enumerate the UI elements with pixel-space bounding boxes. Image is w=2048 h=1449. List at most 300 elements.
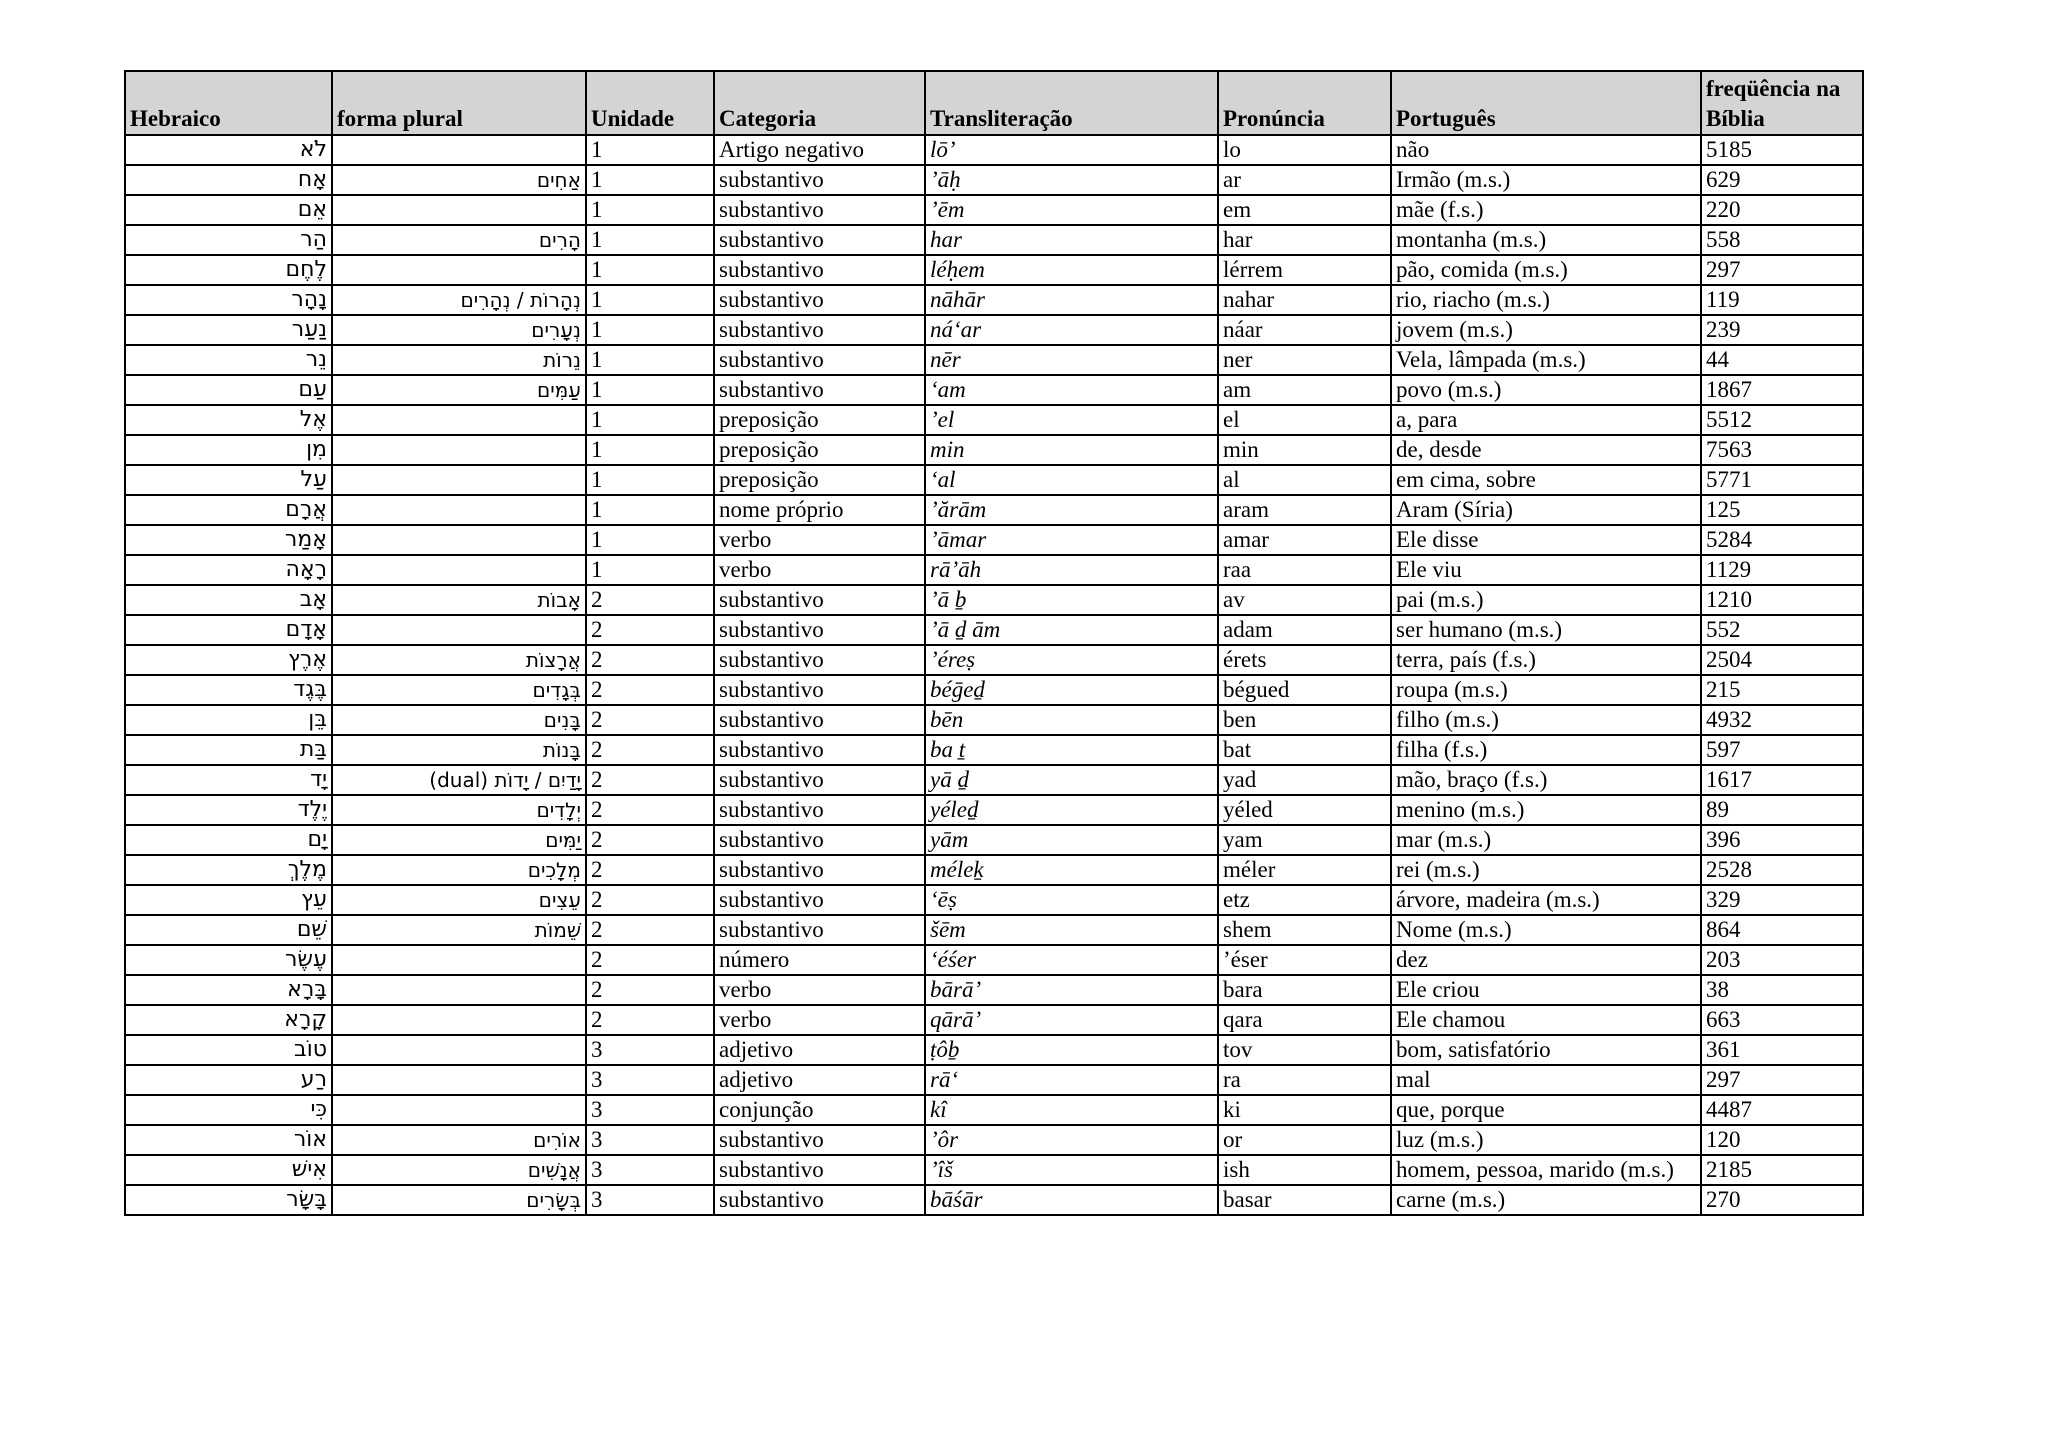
cell-categoria: substantivo	[714, 795, 925, 825]
cell-unidade: 3	[586, 1185, 714, 1215]
cell-hebraico: שֵׁם	[125, 915, 332, 945]
cell-unidade: 2	[586, 825, 714, 855]
cell-pronuncia: náar	[1218, 315, 1391, 345]
cell-unidade: 3	[586, 1155, 714, 1185]
cell-frequencia: 1617	[1701, 765, 1863, 795]
cell-transliteracao: ʼā ḏ ām	[925, 615, 1218, 645]
cell-unidade: 2	[586, 885, 714, 915]
cell-transliteracao: ʼôr	[925, 1125, 1218, 1155]
cell-pronuncia: méler	[1218, 855, 1391, 885]
cell-forma-plural	[332, 405, 586, 435]
cell-hebraico: אוֹר	[125, 1125, 332, 1155]
cell-hebraico: אָב	[125, 585, 332, 615]
cell-transliteracao: nēr	[925, 345, 1218, 375]
cell-forma-plural	[332, 435, 586, 465]
cell-unidade: 2	[586, 705, 714, 735]
cell-pronuncia: min	[1218, 435, 1391, 465]
cell-forma-plural: בְּשָׂרִים	[332, 1185, 586, 1215]
cell-portugues: em cima, sobre	[1391, 465, 1701, 495]
cell-pronuncia: or	[1218, 1125, 1391, 1155]
cell-transliteracao: ʼāmar	[925, 525, 1218, 555]
cell-transliteracao: šēm	[925, 915, 1218, 945]
cell-pronuncia: etz	[1218, 885, 1391, 915]
cell-frequencia: 125	[1701, 495, 1863, 525]
cell-pronuncia: al	[1218, 465, 1391, 495]
cell-hebraico: יָם	[125, 825, 332, 855]
cell-frequencia: 220	[1701, 195, 1863, 225]
cell-forma-plural	[332, 615, 586, 645]
cell-pronuncia: basar	[1218, 1185, 1391, 1215]
cell-hebraico: בֶּגֶד	[125, 675, 332, 705]
cell-forma-plural	[332, 195, 586, 225]
cell-pronuncia: el	[1218, 405, 1391, 435]
cell-transliteracao: min	[925, 435, 1218, 465]
cell-pronuncia: raa	[1218, 555, 1391, 585]
cell-hebraico: אֵם	[125, 195, 332, 225]
cell-categoria: substantivo	[714, 345, 925, 375]
cell-frequencia: 270	[1701, 1185, 1863, 1215]
cell-categoria: adjetivo	[714, 1035, 925, 1065]
cell-unidade: 3	[586, 1125, 714, 1155]
cell-forma-plural: בְּגָדִים	[332, 675, 586, 705]
cell-portugues: filho (m.s.)	[1391, 705, 1701, 735]
table-row	[125, 525, 1863, 555]
cell-unidade: 1	[586, 495, 714, 525]
cell-hebraico: לֶחֶם	[125, 255, 332, 285]
table-row	[125, 435, 1863, 465]
cell-unidade: 1	[586, 315, 714, 345]
cell-hebraico: כִּי	[125, 1095, 332, 1125]
cell-transliteracao: qārāʼ	[925, 1005, 1218, 1035]
cell-pronuncia: ner	[1218, 345, 1391, 375]
cell-frequencia: 361	[1701, 1035, 1863, 1065]
cell-portugues: filha (f.s.)	[1391, 735, 1701, 765]
table-row	[125, 1005, 1863, 1035]
cell-portugues: mãe (f.s.)	[1391, 195, 1701, 225]
cell-forma-plural: יַמִּים	[332, 825, 586, 855]
cell-portugues: pão, comida (m.s.)	[1391, 255, 1701, 285]
cell-transliteracao: har	[925, 225, 1218, 255]
cell-unidade: 2	[586, 615, 714, 645]
cell-frequencia: 2185	[1701, 1155, 1863, 1185]
cell-transliteracao: béḡeḏ	[925, 675, 1218, 705]
cell-unidade: 2	[586, 585, 714, 615]
table-row	[125, 885, 1863, 915]
cell-transliteracao: ṭôḇ	[925, 1035, 1218, 1065]
cell-forma-plural	[332, 975, 586, 1005]
cell-portugues: Aram (Síria)	[1391, 495, 1701, 525]
cell-forma-plural	[332, 135, 586, 165]
cell-transliteracao: ʼel	[925, 405, 1218, 435]
table-row	[125, 345, 1863, 375]
cell-transliteracao: ʼîš	[925, 1155, 1218, 1185]
cell-hebraico: בֵּן	[125, 705, 332, 735]
cell-unidade: 2	[586, 915, 714, 945]
cell-transliteracao: náʻar	[925, 315, 1218, 345]
cell-portugues: Nome (m.s.)	[1391, 915, 1701, 945]
table-row	[125, 675, 1863, 705]
cell-transliteracao: ʼā ḇ	[925, 585, 1218, 615]
table-row	[125, 1065, 1863, 1095]
cell-portugues: carne (m.s.)	[1391, 1185, 1701, 1215]
cell-unidade: 2	[586, 675, 714, 705]
cell-frequencia: 558	[1701, 225, 1863, 255]
cell-frequencia: 629	[1701, 165, 1863, 195]
cell-forma-plural: אֲנָשִׁים	[332, 1155, 586, 1185]
cell-forma-plural	[332, 1065, 586, 1095]
table-row	[125, 465, 1863, 495]
cell-hebraico: יָד	[125, 765, 332, 795]
table-row	[125, 255, 1863, 285]
cell-hebraico: עֶשֶׂר	[125, 945, 332, 975]
header-frequencia: freqüência na Bíblia	[1701, 71, 1863, 135]
cell-portugues: jovem (m.s.)	[1391, 315, 1701, 345]
cell-categoria: substantivo	[714, 765, 925, 795]
table-row	[125, 1035, 1863, 1065]
cell-forma-plural	[332, 525, 586, 555]
cell-transliteracao: ba ṯ	[925, 735, 1218, 765]
cell-forma-plural: שֵׁמוֹת	[332, 915, 586, 945]
cell-unidade: 2	[586, 735, 714, 765]
cell-frequencia: 38	[1701, 975, 1863, 1005]
cell-transliteracao: léḥem	[925, 255, 1218, 285]
cell-transliteracao: yéleḏ	[925, 795, 1218, 825]
cell-portugues: povo (m.s.)	[1391, 375, 1701, 405]
cell-forma-plural: אָבוֹת	[332, 585, 586, 615]
cell-frequencia: 552	[1701, 615, 1863, 645]
cell-pronuncia: av	[1218, 585, 1391, 615]
cell-categoria: Artigo negativo	[714, 135, 925, 165]
cell-categoria: substantivo	[714, 825, 925, 855]
cell-pronuncia: yéled	[1218, 795, 1391, 825]
cell-portugues: rio, riacho (m.s.)	[1391, 285, 1701, 315]
cell-unidade: 1	[586, 375, 714, 405]
cell-pronuncia: qara	[1218, 1005, 1391, 1035]
cell-unidade: 2	[586, 765, 714, 795]
header-hebraico: Hebraico	[125, 71, 332, 135]
cell-forma-plural: עֵצִים	[332, 885, 586, 915]
cell-pronuncia: ish	[1218, 1155, 1391, 1185]
cell-pronuncia: ki	[1218, 1095, 1391, 1125]
cell-categoria: substantivo	[714, 885, 925, 915]
cell-forma-plural	[332, 1095, 586, 1125]
cell-categoria: verbo	[714, 525, 925, 555]
cell-pronuncia: bara	[1218, 975, 1391, 1005]
cell-unidade: 2	[586, 945, 714, 975]
header-transliteracao: Transliteração	[925, 71, 1218, 135]
cell-transliteracao: nāhār	[925, 285, 1218, 315]
cell-portugues: mão, braço (f.s.)	[1391, 765, 1701, 795]
cell-categoria: verbo	[714, 1005, 925, 1035]
cell-hebraico: נַעַר	[125, 315, 332, 345]
cell-hebraico: יֶלֶד	[125, 795, 332, 825]
cell-hebraico: אָח	[125, 165, 332, 195]
cell-frequencia: 1210	[1701, 585, 1863, 615]
cell-transliteracao: lōʼ	[925, 135, 1218, 165]
cell-unidade: 3	[586, 1095, 714, 1125]
cell-transliteracao: ʻéśer	[925, 945, 1218, 975]
cell-forma-plural	[332, 1035, 586, 1065]
header-categoria: Categoria	[714, 71, 925, 135]
cell-portugues: dez	[1391, 945, 1701, 975]
cell-forma-plural	[332, 495, 586, 525]
cell-categoria: número	[714, 945, 925, 975]
cell-categoria: substantivo	[714, 1125, 925, 1155]
cell-unidade: 2	[586, 1005, 714, 1035]
cell-forma-plural: אַחִים	[332, 165, 586, 195]
cell-forma-plural: נְהָרוֹת / נְהָרִים	[332, 285, 586, 315]
table-row	[125, 225, 1863, 255]
cell-unidade: 2	[586, 855, 714, 885]
cell-transliteracao: ʻēṣ	[925, 885, 1218, 915]
cell-categoria: substantivo	[714, 855, 925, 885]
cell-hebraico: אָמַר	[125, 525, 332, 555]
cell-frequencia: 2504	[1701, 645, 1863, 675]
header-pronuncia: Pronúncia	[1218, 71, 1391, 135]
cell-pronuncia: har	[1218, 225, 1391, 255]
cell-frequencia: 119	[1701, 285, 1863, 315]
cell-unidade: 1	[586, 555, 714, 585]
cell-portugues: montanha (m.s.)	[1391, 225, 1701, 255]
cell-transliteracao: bēn	[925, 705, 1218, 735]
cell-unidade: 3	[586, 1065, 714, 1095]
cell-portugues: Ele chamou	[1391, 1005, 1701, 1035]
cell-portugues: árvore, madeira (m.s.)	[1391, 885, 1701, 915]
table-row	[125, 855, 1863, 885]
table-row	[125, 135, 1863, 165]
cell-forma-plural: בָּנִים	[332, 705, 586, 735]
cell-hebraico: לֹא	[125, 135, 332, 165]
cell-portugues: ser humano (m.s.)	[1391, 615, 1701, 645]
cell-transliteracao: méleḵ	[925, 855, 1218, 885]
table-row	[125, 285, 1863, 315]
table-row	[125, 645, 1863, 675]
cell-pronuncia: érets	[1218, 645, 1391, 675]
cell-categoria: substantivo	[714, 645, 925, 675]
cell-unidade: 3	[586, 1035, 714, 1065]
cell-hebraico: בָּרָא	[125, 975, 332, 1005]
cell-categoria: substantivo	[714, 255, 925, 285]
table-row	[125, 975, 1863, 1005]
table-row	[125, 555, 1863, 585]
cell-hebraico: אָדָם	[125, 615, 332, 645]
cell-categoria: verbo	[714, 975, 925, 1005]
cell-frequencia: 297	[1701, 1065, 1863, 1095]
cell-portugues: Ele disse	[1391, 525, 1701, 555]
cell-frequencia: 1129	[1701, 555, 1863, 585]
cell-portugues: terra, país (f.s.)	[1391, 645, 1701, 675]
cell-forma-plural: נֵרוֹת	[332, 345, 586, 375]
cell-hebraico: בַּת	[125, 735, 332, 765]
cell-categoria: substantivo	[714, 675, 925, 705]
cell-forma-plural	[332, 465, 586, 495]
cell-transliteracao: ʼēm	[925, 195, 1218, 225]
cell-unidade: 2	[586, 795, 714, 825]
cell-frequencia: 5284	[1701, 525, 1863, 555]
table-row	[125, 495, 1863, 525]
cell-frequencia: 663	[1701, 1005, 1863, 1035]
cell-forma-plural: יָדַיִם / יָדוֹת (dual)	[332, 765, 586, 795]
cell-portugues: que, porque	[1391, 1095, 1701, 1125]
cell-hebraico: עֵץ	[125, 885, 332, 915]
cell-portugues: roupa (m.s.)	[1391, 675, 1701, 705]
table-row	[125, 585, 1863, 615]
cell-unidade: 1	[586, 525, 714, 555]
cell-frequencia: 7563	[1701, 435, 1863, 465]
cell-hebraico: טוֹב	[125, 1035, 332, 1065]
header-row	[125, 71, 1863, 135]
vocabulary-table	[124, 70, 1864, 1216]
cell-portugues: rei (m.s.)	[1391, 855, 1701, 885]
cell-transliteracao: rāʼāh	[925, 555, 1218, 585]
table-row	[125, 1125, 1863, 1155]
cell-unidade: 1	[586, 225, 714, 255]
cell-frequencia: 4932	[1701, 705, 1863, 735]
table-row	[125, 1095, 1863, 1125]
cell-hebraico: נָהָר	[125, 285, 332, 315]
cell-categoria: substantivo	[714, 195, 925, 225]
cell-frequencia: 89	[1701, 795, 1863, 825]
cell-pronuncia: yad	[1218, 765, 1391, 795]
cell-forma-plural	[332, 255, 586, 285]
table-row	[125, 165, 1863, 195]
cell-categoria: adjetivo	[714, 1065, 925, 1095]
cell-pronuncia: em	[1218, 195, 1391, 225]
cell-forma-plural	[332, 555, 586, 585]
cell-pronuncia: ʼéser	[1218, 945, 1391, 975]
table-row	[125, 1155, 1863, 1185]
cell-transliteracao: ʼéreṣ	[925, 645, 1218, 675]
cell-pronuncia: bégued	[1218, 675, 1391, 705]
cell-portugues: menino (m.s.)	[1391, 795, 1701, 825]
table-row	[125, 735, 1863, 765]
cell-portugues: Vela, lâmpada (m.s.)	[1391, 345, 1701, 375]
cell-portugues: Ele criou	[1391, 975, 1701, 1005]
cell-transliteracao: ʼărām	[925, 495, 1218, 525]
cell-hebraico: אֲרָם	[125, 495, 332, 525]
cell-categoria: substantivo	[714, 315, 925, 345]
cell-forma-plural: אֲרָצוֹת	[332, 645, 586, 675]
cell-transliteracao: kî	[925, 1095, 1218, 1125]
cell-frequencia: 396	[1701, 825, 1863, 855]
cell-hebraico: בָּשָׂר	[125, 1185, 332, 1215]
cell-categoria: conjunção	[714, 1095, 925, 1125]
cell-transliteracao: ʼāḥ	[925, 165, 1218, 195]
cell-forma-plural: בָּנוֹת	[332, 735, 586, 765]
cell-categoria: substantivo	[714, 615, 925, 645]
table-row	[125, 765, 1863, 795]
cell-categoria: substantivo	[714, 375, 925, 405]
table-row	[125, 945, 1863, 975]
table-body	[125, 135, 1863, 1215]
cell-frequencia: 597	[1701, 735, 1863, 765]
cell-pronuncia: ra	[1218, 1065, 1391, 1095]
cell-categoria: substantivo	[714, 915, 925, 945]
cell-transliteracao: bārāʼ	[925, 975, 1218, 1005]
cell-transliteracao: yā ḏ	[925, 765, 1218, 795]
cell-hebraico: רַע	[125, 1065, 332, 1095]
cell-hebraico: הַר	[125, 225, 332, 255]
cell-portugues: de, desde	[1391, 435, 1701, 465]
cell-pronuncia: yam	[1218, 825, 1391, 855]
cell-categoria: substantivo	[714, 735, 925, 765]
cell-categoria: nome próprio	[714, 495, 925, 525]
cell-pronuncia: aram	[1218, 495, 1391, 525]
cell-categoria: substantivo	[714, 285, 925, 315]
cell-forma-plural: אוֹרִים	[332, 1125, 586, 1155]
cell-pronuncia: ar	[1218, 165, 1391, 195]
header-portugues: Português	[1391, 71, 1701, 135]
cell-categoria: substantivo	[714, 705, 925, 735]
cell-categoria: preposição	[714, 405, 925, 435]
cell-hebraico: עַם	[125, 375, 332, 405]
cell-unidade: 1	[586, 285, 714, 315]
cell-frequencia: 120	[1701, 1125, 1863, 1155]
cell-portugues: Ele viu	[1391, 555, 1701, 585]
cell-frequencia: 203	[1701, 945, 1863, 975]
cell-forma-plural	[332, 1005, 586, 1035]
cell-transliteracao: bāśār	[925, 1185, 1218, 1215]
cell-frequencia: 44	[1701, 345, 1863, 375]
cell-pronuncia: ben	[1218, 705, 1391, 735]
cell-forma-plural: מְלָכִים	[332, 855, 586, 885]
table-row	[125, 1185, 1863, 1215]
cell-pronuncia: am	[1218, 375, 1391, 405]
cell-frequencia: 2528	[1701, 855, 1863, 885]
cell-categoria: substantivo	[714, 225, 925, 255]
cell-frequencia: 5771	[1701, 465, 1863, 495]
cell-frequencia: 329	[1701, 885, 1863, 915]
cell-pronuncia: bat	[1218, 735, 1391, 765]
table-row	[125, 615, 1863, 645]
cell-pronuncia: nahar	[1218, 285, 1391, 315]
cell-portugues: Irmão (m.s.)	[1391, 165, 1701, 195]
cell-forma-plural: הָרִים	[332, 225, 586, 255]
cell-pronuncia: lérrem	[1218, 255, 1391, 285]
cell-transliteracao: ʻal	[925, 465, 1218, 495]
cell-pronuncia: amar	[1218, 525, 1391, 555]
header-forma-plural: forma plural	[332, 71, 586, 135]
cell-forma-plural	[332, 945, 586, 975]
cell-unidade: 1	[586, 405, 714, 435]
cell-hebraico: מֶלֶךְ	[125, 855, 332, 885]
cell-hebraico: אֶל	[125, 405, 332, 435]
table-row	[125, 405, 1863, 435]
cell-unidade: 1	[586, 195, 714, 225]
cell-frequencia: 864	[1701, 915, 1863, 945]
cell-unidade: 1	[586, 345, 714, 375]
table-row	[125, 375, 1863, 405]
cell-frequencia: 1867	[1701, 375, 1863, 405]
cell-categoria: preposição	[714, 435, 925, 465]
cell-hebraico: מִן	[125, 435, 332, 465]
cell-pronuncia: adam	[1218, 615, 1391, 645]
cell-frequencia: 4487	[1701, 1095, 1863, 1125]
cell-hebraico: אִישׁ	[125, 1155, 332, 1185]
cell-unidade: 1	[586, 465, 714, 495]
cell-pronuncia: lo	[1218, 135, 1391, 165]
cell-categoria: preposição	[714, 465, 925, 495]
cell-forma-plural: נְעָרִים	[332, 315, 586, 345]
cell-transliteracao: rāʻ	[925, 1065, 1218, 1095]
cell-unidade: 1	[586, 165, 714, 195]
cell-hebraico: עַל	[125, 465, 332, 495]
cell-forma-plural: עַמִּים	[332, 375, 586, 405]
cell-hebraico: קָרָא	[125, 1005, 332, 1035]
cell-portugues: mal	[1391, 1065, 1701, 1095]
cell-unidade: 2	[586, 645, 714, 675]
table-row	[125, 315, 1863, 345]
